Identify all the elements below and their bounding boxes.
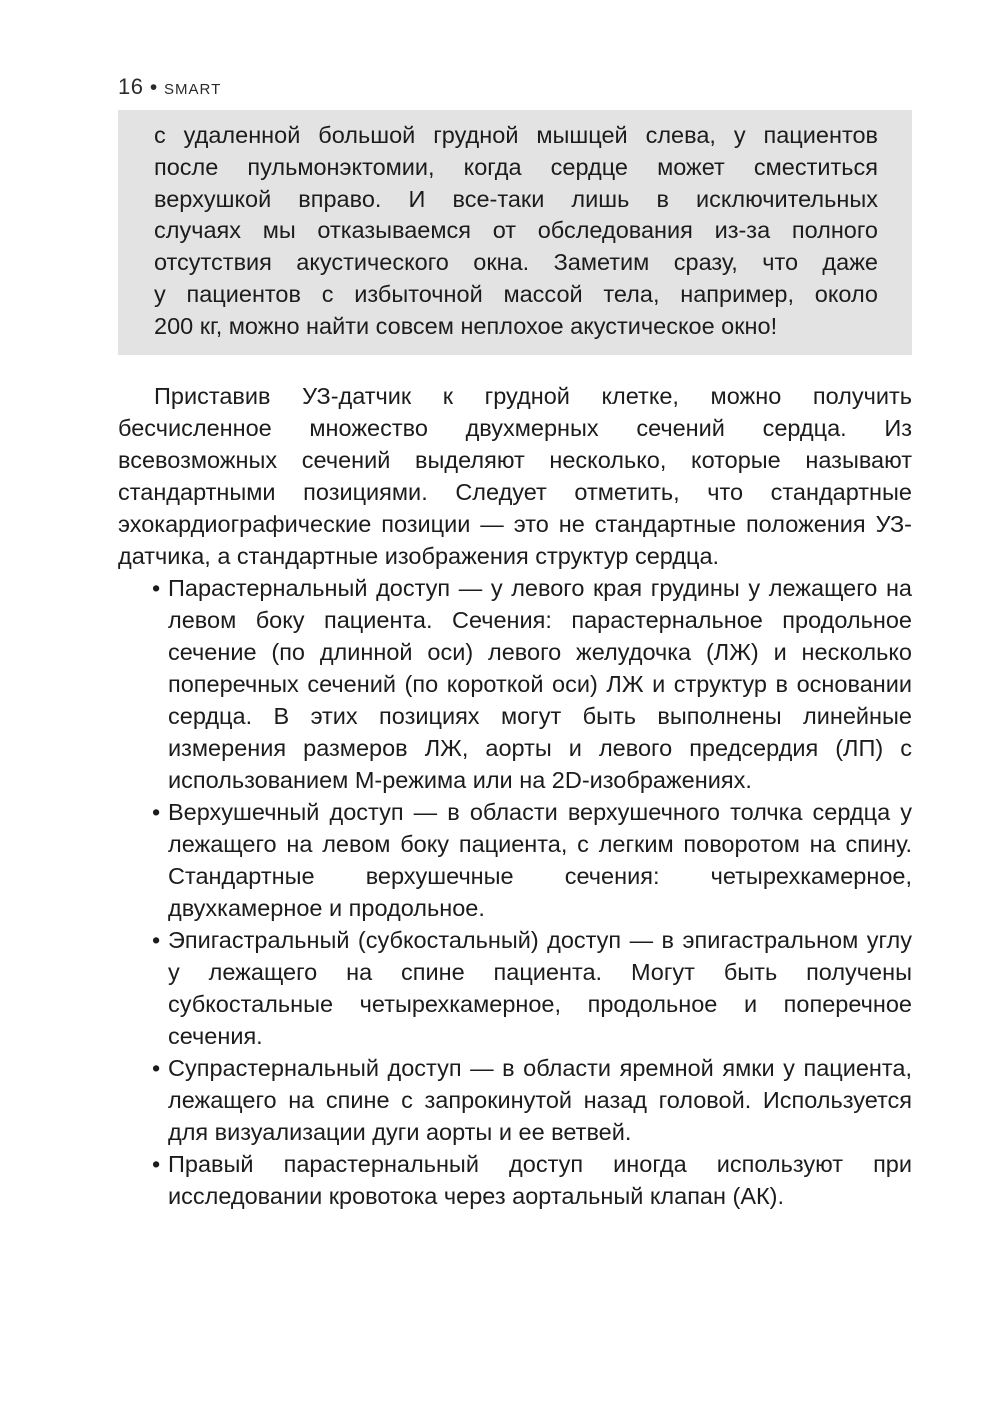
note-line: случаях мы отказываемся от обследования из-за полного <box>154 217 878 244</box>
bullet-icon: • <box>152 575 161 601</box>
bullet-icon: • <box>152 799 161 825</box>
note-line: отсутствия акустического окна. Заметим сразу, что даже <box>154 249 878 276</box>
list-item-text: Супрастернальный доступ — в области яремной ямки у пациента, лежащего на спине с запрокинутой назад головой. Используется для визуализации дуги аорты и ее ветвей. <box>168 1055 912 1145</box>
note-line: с удаленной большой грудной мышцей слева, у пациентов <box>154 122 878 148</box>
list-item-text: Верхушечный доступ — в области верхушечного толчка сердца у лежащего на левом боку пациента, с легким поворотом на спину. Стандартные верхушечные сечения: четырехкамерное, двухкамерное и продольное. <box>168 799 912 921</box>
page-number: 16 <box>118 74 144 99</box>
main-text <box>118 380 912 1212</box>
list-item-text: Правый парастернальный доступ иногда используют при исследовании кровотока через аортальный клапан (АК). <box>168 1151 912 1209</box>
list-item <box>118 1148 912 1212</box>
list-item <box>118 796 912 924</box>
note-line: после пульмонэктомии, когда сердце может сместиться <box>154 153 878 180</box>
bullet-icon: • <box>152 1055 161 1081</box>
header-separator: • <box>149 76 158 99</box>
intro-paragraph: Приставив УЗ-датчик к грудной клетке, можно получить бесчисленное множество двухмерных сечений сердца. Из всевозможных сечений выделяют несколько, которые называют стандартными позициями. Следует отметить, что стандартные эхокардиографические позиции — это не стандартные положения УЗ-датчика, а стандартные изображения структур сердца. <box>118 383 912 569</box>
list-item <box>118 1052 912 1148</box>
highlighted-note-box <box>118 110 912 355</box>
list-item-text: Эпигастральный (субкостальный) доступ — в эпигастральном углу у лежащего на спине пациента. Могут быть получены субкостальные четырехкамерное, продольное и поперечное сечения. <box>168 927 912 1049</box>
series-name: SMART <box>164 81 222 98</box>
bullet-icon: • <box>152 1151 161 1177</box>
note-line: 200 кг, можно найти совсем неплохое акустическое окно! <box>154 312 778 339</box>
running-head <box>118 74 221 100</box>
note-line: верхушкой вправо. И все-таки лишь в исключительных <box>154 185 878 212</box>
list-item-text: Парастернальный доступ — у левого края грудины у лежащего на левом боку пациента. Сечения: парастернальное продольное сечение (по длинной оси) левого желудочка (ЛЖ) и несколько поперечных сечений (по короткой оси) ЛЖ и структур в основании сердца. В этих позициях могут быть выполнены линейные измерения размеров ЛЖ, аорты и левого предсердия (ЛП) с использованием М-режима или на 2D-изображениях. <box>168 575 912 793</box>
list-item <box>118 572 912 796</box>
bullet-icon: • <box>152 927 161 953</box>
access-list <box>118 572 912 1212</box>
list-item <box>118 924 912 1052</box>
note-line: у пациентов с избыточной массой тела, например, около <box>154 280 878 307</box>
